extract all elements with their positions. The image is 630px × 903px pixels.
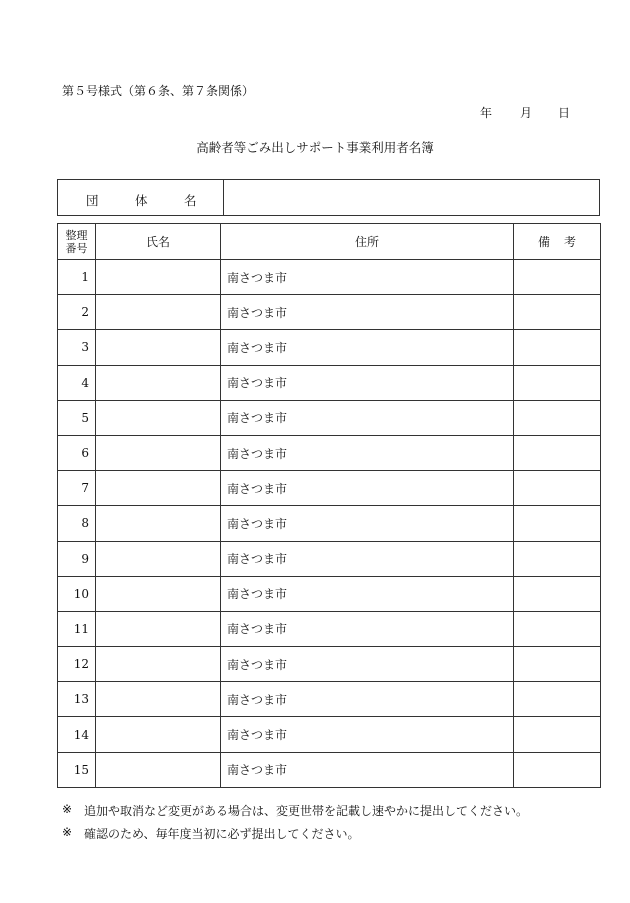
row-name-field[interactable] (96, 506, 221, 541)
row-address-field[interactable]: 南さつま市 (221, 365, 514, 400)
row-number: 13 (58, 682, 96, 717)
row-address-field[interactable]: 南さつま市 (221, 541, 514, 576)
row-number: 11 (58, 611, 96, 646)
row-number: 5 (58, 400, 96, 435)
note-item (62, 825, 528, 848)
date-year-label: 年 (480, 106, 493, 120)
row-name-field[interactable] (96, 611, 221, 646)
note-text: 追加や取消など変更がある場合は、変更世帯を記載し速やかに提出してください。 (84, 804, 529, 818)
row-remarks-field[interactable] (514, 435, 601, 470)
row-name-field[interactable] (96, 295, 221, 330)
note-mark: ※ (62, 825, 73, 839)
row-remarks-field[interactable] (514, 682, 601, 717)
row-number: 2 (58, 295, 96, 330)
row-address-field[interactable]: 南さつま市 (221, 400, 514, 435)
table-row (58, 682, 601, 717)
row-address-field[interactable]: 南さつま市 (221, 611, 514, 646)
row-remarks-field[interactable] (514, 541, 601, 576)
note-item (62, 802, 528, 825)
row-name-field[interactable] (96, 752, 221, 787)
row-number: 15 (58, 752, 96, 787)
row-remarks-field[interactable] (514, 647, 601, 682)
row-name-field[interactable] (96, 435, 221, 470)
row-remarks-field[interactable] (514, 471, 601, 506)
row-name-field[interactable] (96, 682, 221, 717)
group-name-box (57, 179, 600, 216)
row-address-field[interactable]: 南さつま市 (221, 717, 514, 752)
table-row (58, 752, 601, 787)
row-number: 3 (58, 330, 96, 365)
note-text: 確認のため、毎年度当初に必ず提出してください。 (84, 827, 360, 841)
row-address-field[interactable]: 南さつま市 (221, 295, 514, 330)
header-remarks (514, 224, 601, 260)
row-remarks-field[interactable] (514, 365, 601, 400)
row-address-field[interactable]: 南さつま市 (221, 435, 514, 470)
row-name-field[interactable] (96, 260, 221, 295)
notes (62, 802, 528, 848)
table-row (58, 717, 601, 752)
table-row (58, 576, 601, 611)
row-name-field[interactable] (96, 330, 221, 365)
row-address-field[interactable]: 南さつま市 (221, 752, 514, 787)
row-remarks-field[interactable] (514, 611, 601, 646)
row-number: 1 (58, 260, 96, 295)
group-name-field[interactable] (224, 180, 599, 215)
table-row (58, 295, 601, 330)
row-name-field[interactable] (96, 576, 221, 611)
row-name-field[interactable] (96, 541, 221, 576)
row-remarks-field[interactable] (514, 260, 601, 295)
table-row (58, 647, 601, 682)
row-address-field[interactable]: 南さつま市 (221, 682, 514, 717)
date-day-label: 日 (558, 106, 571, 120)
header-address: 住所 (221, 224, 514, 260)
row-remarks-field[interactable] (514, 330, 601, 365)
form-number: 第５号様式（第６条、第７条関係） (62, 84, 255, 98)
row-address-field[interactable]: 南さつま市 (221, 330, 514, 365)
group-label-char: 名 (184, 193, 197, 208)
header-number (58, 224, 96, 260)
table-row (58, 365, 601, 400)
header-remarks-char: 考 (564, 235, 577, 249)
row-number: 14 (58, 717, 96, 752)
table-row (58, 400, 601, 435)
row-address-field[interactable]: 南さつま市 (221, 260, 514, 295)
table-row (58, 330, 601, 365)
row-remarks-field[interactable] (514, 400, 601, 435)
group-label-char: 団 (86, 193, 99, 208)
row-name-field[interactable] (96, 471, 221, 506)
header-number-line2: 番号 (65, 241, 88, 255)
row-remarks-field[interactable] (514, 295, 601, 330)
row-name-field[interactable] (96, 400, 221, 435)
row-number: 4 (58, 365, 96, 400)
row-name-field[interactable] (96, 647, 221, 682)
row-number: 10 (58, 576, 96, 611)
row-name-field[interactable] (96, 717, 221, 752)
row-address-field[interactable]: 南さつま市 (221, 471, 514, 506)
group-name-label (58, 180, 224, 215)
row-number: 7 (58, 471, 96, 506)
row-number: 8 (58, 506, 96, 541)
row-remarks-field[interactable] (514, 506, 601, 541)
table-row (58, 435, 601, 470)
row-number: 12 (58, 647, 96, 682)
group-label-char: 体 (135, 193, 148, 208)
table-row (58, 611, 601, 646)
date-month-label: 月 (520, 106, 533, 120)
table-row (58, 541, 601, 576)
row-number: 6 (58, 435, 96, 470)
table-row (58, 260, 601, 295)
row-name-field[interactable] (96, 365, 221, 400)
table-row (58, 471, 601, 506)
row-address-field[interactable]: 南さつま市 (221, 506, 514, 541)
note-mark: ※ (62, 802, 73, 816)
row-remarks-field[interactable] (514, 752, 601, 787)
header-name: 氏名 (96, 224, 221, 260)
row-address-field[interactable]: 南さつま市 (221, 576, 514, 611)
row-remarks-field[interactable] (514, 576, 601, 611)
document-title: 高齢者等ごみ出しサポート事業利用者名簿 (196, 140, 434, 155)
roster-table (57, 223, 601, 788)
row-address-field[interactable]: 南さつま市 (221, 647, 514, 682)
header-number-line1: 整理 (65, 228, 88, 242)
row-number: 9 (58, 541, 96, 576)
row-remarks-field[interactable] (514, 717, 601, 752)
table-header-row (58, 224, 601, 260)
header-remarks-char: 備 (537, 235, 550, 249)
table-row (58, 506, 601, 541)
